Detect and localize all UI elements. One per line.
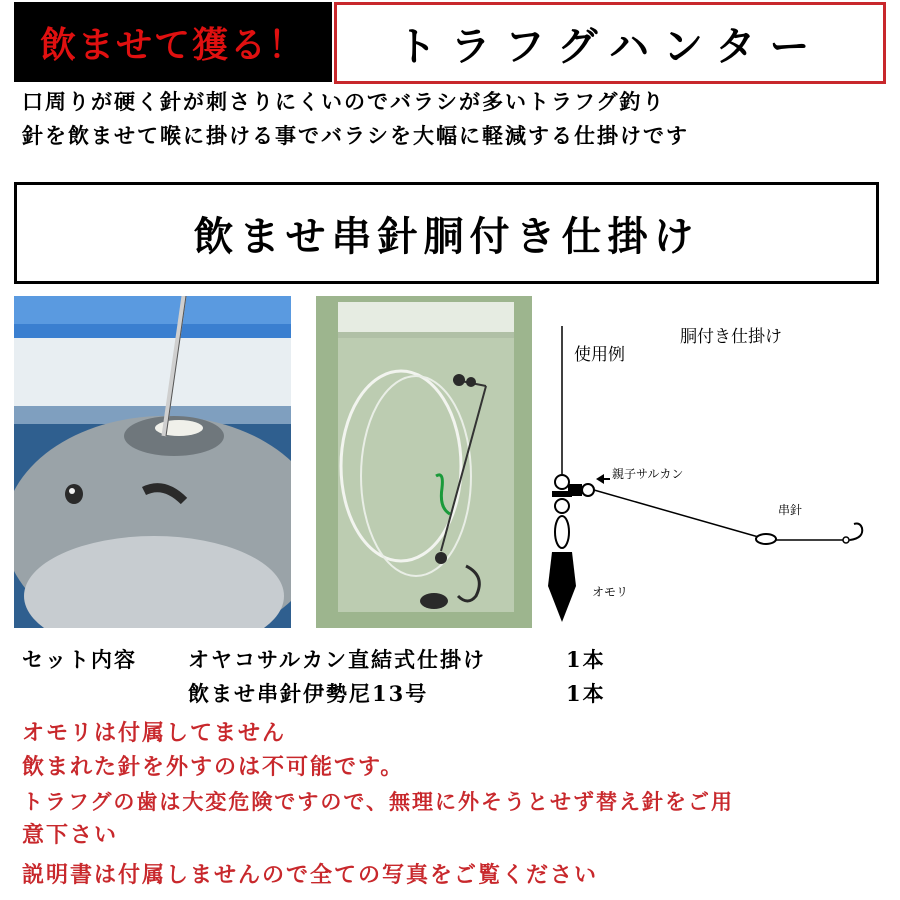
hook-label: 串針 [778, 503, 803, 517]
snap [555, 516, 569, 548]
note-line: オモリは付属してません [22, 720, 287, 746]
kit-item-name: オヤコサルカン直結式仕掛け [188, 647, 486, 672]
swivel-ring-top [555, 475, 569, 489]
diagram-heading: 胴付き仕掛け [680, 327, 782, 347]
intro-line-2: 針を飲ませて喉に掛ける事でバラシを大幅に軽減する仕掛けです [22, 123, 689, 148]
sinker-icon [548, 552, 576, 622]
swivel-link [568, 484, 582, 496]
swivel-ring-bottom [555, 499, 569, 513]
branch-line [594, 490, 762, 538]
note-line: 意下さい [22, 822, 119, 848]
kit-item-qty: 1本 [566, 647, 606, 672]
diagram-usage-label: 使用例 [574, 345, 625, 365]
header-product-box [334, 2, 886, 84]
swivel-ring-side [582, 484, 594, 496]
header-tagline: 飲ませて獲る！ [39, 23, 306, 66]
hook-knot [756, 534, 776, 544]
sinker-label: オモリ [592, 585, 629, 599]
note-line: 飲まれた針を外すのは不可能です。 [22, 754, 405, 780]
header-tagline-box [14, 2, 332, 82]
swivel-label: 親子サルカン [612, 467, 684, 481]
fish-photo [14, 296, 291, 628]
note-line: トラフグの歯は大変危険ですので、無理に外そうとせず替え針をご用 [22, 789, 734, 814]
pointer-arrow [596, 474, 604, 484]
note-line: 説明書は付属しませんので全ての写真をご覧ください [22, 862, 599, 888]
title-box [14, 182, 879, 284]
package-photo-image [316, 296, 532, 628]
intro-line-1: 口周りが硬く針が刺さりにくいのでバラシが多いトラフグ釣り [22, 89, 666, 114]
page-title: 飲ませ串針胴付き仕掛け [193, 212, 700, 260]
package-photo [316, 296, 532, 628]
kit-item-qty: 1本 [566, 681, 606, 706]
hook-bead [843, 537, 849, 543]
header-product-name: トラフグハンター [396, 22, 824, 70]
rig-diagram [540, 296, 880, 636]
fish-photo-image [14, 296, 291, 628]
hook-icon [850, 524, 862, 541]
kit-label: セット内容 [22, 647, 137, 672]
kit-item-name: 飲ませ串針伊勢尼13号 [188, 681, 429, 706]
